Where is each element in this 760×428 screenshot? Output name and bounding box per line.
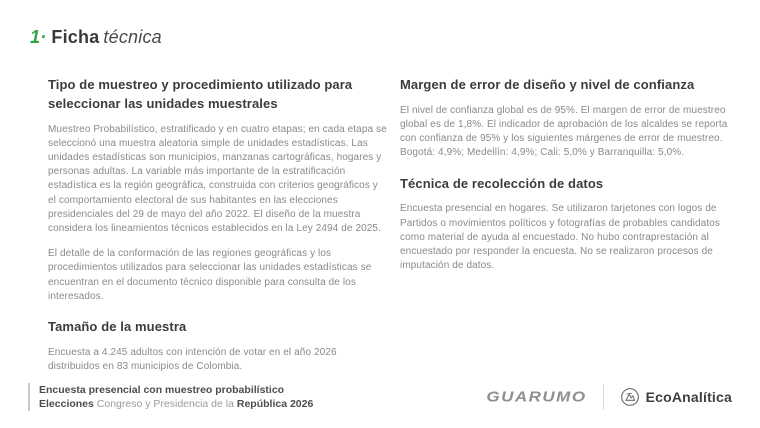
- logo-divider: [603, 384, 604, 410]
- footer-line2-bold2: República 2026: [236, 398, 314, 410]
- footer-line2-regular: Congreso y Presidencia de la: [93, 398, 237, 410]
- footer-caption: [28, 383, 313, 411]
- footer-line2-bold1: Elecciones: [39, 398, 94, 410]
- ecoanalitica-wordmark: EcoAnalítica: [645, 389, 732, 405]
- right-column: [400, 76, 730, 287]
- section-sample-size: [48, 318, 388, 374]
- collection-paragraph: Encuesta presencial en hogares. Se utilizaron tarjetones con logos de Partidos o movimientos políticos y fotografías de probables candidatos como material de ayuda al encuestado. No hubo contraprestación al encuestado por responder la encuesta. No se realizaron procesos de imputación de datos.: [400, 203, 720, 272]
- guarumo-logo: GUARUMO: [486, 388, 587, 405]
- ecoanalitica-text: [646, 389, 732, 405]
- sampling-paragraph-2: El detalle de la conformación de las regiones geográficas y los procedimientos utilizados para seleccionar las unidades estadísticas se encuentran en el documento técnico disponible para consulta de los interesados.: [48, 248, 372, 302]
- sampling-paragraph-1: Muestreo Probabilístico, estratificado y en cuatro etapas; en cada etapa se seleccionó una muestra aleatoria simple de unidades estadísticas. Las unidades estadísticas son municipios, manzanas cartográficas, hogares y personas adultas. La variable más importante de la estratificación estadística es la región geográfica, construida con criterios geográficos y el comportamiento electoral de sus habitantes en las elecciones presidenciales del 29 de mayo del año 2022. El diseño de la muestra considera los lineamientos técnicos establecidos en la Ley 2494 de 2025.: [48, 123, 387, 234]
- title-word-bold: Ficha: [51, 27, 100, 47]
- section-heading-margin-error: Margen de error de diseño y nivel de confianza: [400, 77, 695, 92]
- section-collection: [400, 175, 730, 274]
- footer-logos: [486, 384, 732, 410]
- footer-line2: [39, 397, 313, 411]
- sample-size-paragraph: Encuesta a 4.245 adultos con intención de votar en el año 2026 distribuidos en 83 municipios de Colombia.: [48, 346, 337, 372]
- margin-error-paragraph: El nivel de confianza global es de 95%. El margen de error de muestreo global es de 1,8%. El indicador de aprobación de los alcaldes se reporta con confianza de 95% y los siguientes márgenes de error de muestreo. Bogotá: 4,9%; Medellín: 4,9%; Cali: 5,0% y Barranquilla: 5,0%.: [400, 104, 728, 159]
- section-heading-collection: Técnica de recolección de datos: [400, 175, 604, 191]
- ecoanalitica-icon: [620, 387, 640, 407]
- page-title: [30, 27, 162, 48]
- section-sampling: [48, 76, 388, 304]
- title-word-italic: técnica: [103, 27, 162, 47]
- ecoanalitica-logo: [620, 387, 732, 407]
- section-heading-sample-size: Tamaño de la muestra: [48, 318, 187, 334]
- title-number: 1·: [30, 27, 47, 47]
- section-heading-sampling: Tipo de muestreo y procedimiento utilizado para seleccionar las unidades muestrales: [48, 77, 353, 111]
- footer-line1: Encuesta presencial con muestreo probabilístico: [39, 383, 285, 396]
- footer: [0, 380, 760, 414]
- left-column: [48, 76, 388, 388]
- section-margin-error: [400, 76, 730, 161]
